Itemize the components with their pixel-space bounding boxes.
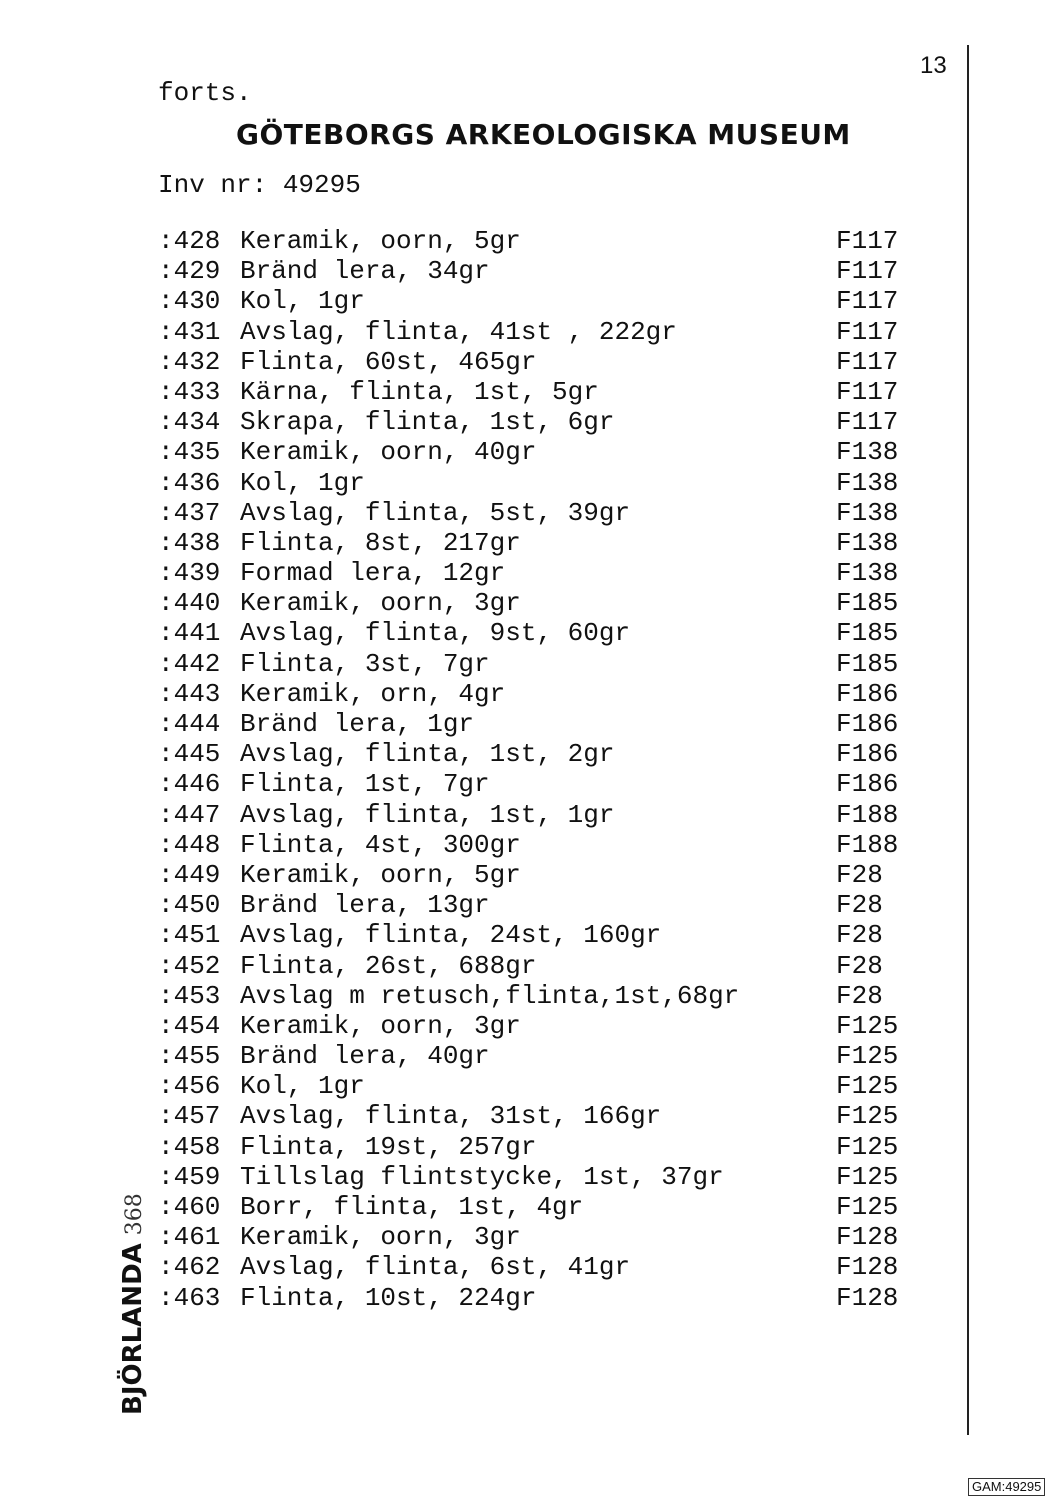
find-code: F117 bbox=[836, 346, 899, 377]
item-number: :460 bbox=[158, 1192, 221, 1222]
catalog-row bbox=[158, 347, 918, 377]
catalog-row bbox=[158, 649, 918, 679]
find-code: F138 bbox=[836, 437, 899, 468]
item-number: :433 bbox=[158, 376, 221, 407]
item-description: Keramik, oorn, 40gr bbox=[240, 437, 537, 468]
item-description: Bränd lera, 13gr bbox=[240, 890, 490, 921]
find-code: F125 bbox=[836, 1161, 899, 1192]
museum-heading: GÖTEBORGS ARKEOLOGISKA MUSEUM bbox=[236, 118, 851, 151]
item-description: Keramik, oorn, 5gr bbox=[240, 226, 521, 256]
item-number: :432 bbox=[158, 346, 221, 377]
item-number: :447 bbox=[158, 799, 221, 830]
page-number: 13 bbox=[920, 52, 947, 79]
item-number: :453 bbox=[158, 980, 221, 1011]
item-number: :458 bbox=[158, 1131, 221, 1162]
catalog-row bbox=[158, 528, 918, 558]
catalog-row bbox=[158, 558, 918, 588]
catalog-row bbox=[158, 317, 918, 347]
item-number: :445 bbox=[158, 739, 221, 770]
item-description: Flinta, 60st, 465gr bbox=[240, 346, 537, 377]
item-number: :442 bbox=[158, 648, 221, 679]
item-description: Flinta, 4st, 300gr bbox=[240, 829, 521, 860]
catalog-row bbox=[158, 1132, 918, 1162]
find-code: F186 bbox=[836, 678, 899, 709]
catalog-row bbox=[158, 618, 918, 648]
item-description: Keramik, orn, 4gr bbox=[240, 678, 506, 709]
find-code: F117 bbox=[836, 376, 899, 407]
find-code: F128 bbox=[836, 1222, 899, 1253]
find-code: F186 bbox=[836, 739, 899, 770]
find-code: F125 bbox=[836, 1010, 899, 1041]
catalog-row bbox=[158, 1283, 918, 1313]
item-description: Avslag, flinta, 5st, 39gr bbox=[240, 497, 631, 528]
item-number: :429 bbox=[158, 256, 221, 287]
catalog-row bbox=[158, 981, 918, 1011]
item-description: Flinta, 10st, 224gr bbox=[240, 1282, 537, 1313]
item-description: Bränd lera, 40gr bbox=[240, 1041, 490, 1072]
find-code: F138 bbox=[836, 467, 899, 498]
find-code: F185 bbox=[836, 618, 899, 649]
item-description: Avslag, flinta, 6st, 41gr bbox=[240, 1252, 631, 1283]
catalog-row bbox=[158, 1222, 918, 1252]
item-number: :430 bbox=[158, 286, 221, 317]
catalog-row bbox=[158, 377, 918, 407]
item-description: Keramik, oorn, 3gr bbox=[240, 1010, 521, 1041]
item-number: :446 bbox=[158, 769, 221, 800]
catalog-row bbox=[158, 1192, 918, 1222]
find-code: F138 bbox=[836, 497, 899, 528]
find-code: F28 bbox=[836, 980, 883, 1011]
catalog-row bbox=[158, 1101, 918, 1131]
catalog-row bbox=[158, 769, 918, 799]
find-code: F125 bbox=[836, 1071, 899, 1102]
item-number: :438 bbox=[158, 527, 221, 558]
find-code: F28 bbox=[836, 920, 883, 951]
find-code: F128 bbox=[836, 1252, 899, 1283]
find-code: F117 bbox=[836, 226, 899, 256]
item-description: Keramik, oorn, 3gr bbox=[240, 588, 521, 619]
item-number: :450 bbox=[158, 890, 221, 921]
margin-line bbox=[967, 45, 969, 1435]
catalog-row bbox=[158, 226, 918, 256]
catalog-row bbox=[158, 739, 918, 769]
inventory-number: Inv nr: 49295 bbox=[158, 170, 361, 200]
item-description: Flinta, 26st, 688gr bbox=[240, 950, 537, 981]
item-number: :437 bbox=[158, 497, 221, 528]
catalog-row bbox=[158, 951, 918, 981]
catalog-row bbox=[158, 830, 918, 860]
item-description: Kol, 1gr bbox=[240, 467, 365, 498]
item-description: Kol, 1gr bbox=[240, 1071, 365, 1102]
catalog-row bbox=[158, 1162, 918, 1192]
continued-label: forts. bbox=[158, 78, 252, 108]
find-code: F125 bbox=[836, 1131, 899, 1162]
item-description: Bränd lera, 1gr bbox=[240, 709, 475, 739]
item-description: Kol, 1gr bbox=[240, 286, 365, 317]
find-code: F28 bbox=[836, 859, 883, 890]
item-description: Keramik, oorn, 5gr bbox=[240, 859, 521, 890]
item-description: Avslag, flinta, 41st , 222gr bbox=[240, 316, 677, 347]
catalog-row bbox=[158, 437, 918, 467]
catalog-row bbox=[158, 860, 918, 890]
catalog-row bbox=[158, 468, 918, 498]
item-number: :436 bbox=[158, 467, 221, 498]
item-description: Kärna, flinta, 1st, 5gr bbox=[240, 376, 599, 407]
site-number: 368 bbox=[122, 1193, 147, 1236]
find-code: F138 bbox=[836, 558, 899, 589]
catalog-row bbox=[158, 256, 918, 286]
find-code: F28 bbox=[836, 950, 883, 981]
item-number: :448 bbox=[158, 829, 221, 860]
item-description: Flinta, 8st, 217gr bbox=[240, 527, 521, 558]
site-label bbox=[118, 1193, 148, 1415]
item-number: :459 bbox=[158, 1161, 221, 1192]
catalog-row bbox=[158, 1011, 918, 1041]
catalog-row bbox=[158, 800, 918, 830]
item-number: :457 bbox=[158, 1101, 221, 1132]
catalog-row bbox=[158, 407, 918, 437]
item-description: Borr, flinta, 1st, 4gr bbox=[240, 1192, 584, 1222]
find-code: F188 bbox=[836, 829, 899, 860]
item-number: :439 bbox=[158, 558, 221, 589]
find-code: F128 bbox=[836, 1282, 899, 1313]
catalog-row bbox=[158, 679, 918, 709]
item-description: Skrapa, flinta, 1st, 6gr bbox=[240, 407, 615, 438]
item-description: Avslag, flinta, 1st, 1gr bbox=[240, 799, 615, 830]
item-number: :444 bbox=[158, 709, 221, 739]
site-name: BJÖRLANDA bbox=[118, 1243, 148, 1415]
catalog-row bbox=[158, 920, 918, 950]
item-description: Flinta, 19st, 257gr bbox=[240, 1131, 537, 1162]
catalog-list bbox=[158, 226, 918, 1313]
find-code: F125 bbox=[836, 1192, 899, 1222]
find-code: F125 bbox=[836, 1101, 899, 1132]
item-number: :454 bbox=[158, 1010, 221, 1041]
catalog-row bbox=[158, 498, 918, 528]
item-description: Avslag, flinta, 24st, 160gr bbox=[240, 920, 662, 951]
catalog-row bbox=[158, 709, 918, 739]
item-number: :455 bbox=[158, 1041, 221, 1072]
archive-code: GAM:49295 bbox=[968, 1478, 1045, 1496]
item-number: :449 bbox=[158, 859, 221, 890]
item-number: :434 bbox=[158, 407, 221, 438]
find-code: F188 bbox=[836, 799, 899, 830]
catalog-row bbox=[158, 890, 918, 920]
item-number: :456 bbox=[158, 1071, 221, 1102]
item-description: Flinta, 1st, 7gr bbox=[240, 769, 490, 800]
item-number: :443 bbox=[158, 678, 221, 709]
find-code: F117 bbox=[836, 256, 899, 287]
item-number: :451 bbox=[158, 920, 221, 951]
catalog-row bbox=[158, 1252, 918, 1282]
item-description: Flinta, 3st, 7gr bbox=[240, 648, 490, 679]
item-description: Avslag, flinta, 9st, 60gr bbox=[240, 618, 631, 649]
item-number: :461 bbox=[158, 1222, 221, 1253]
catalog-row bbox=[158, 286, 918, 316]
find-code: F185 bbox=[836, 648, 899, 679]
item-number: :463 bbox=[158, 1282, 221, 1313]
find-code: F28 bbox=[836, 890, 883, 921]
catalog-row bbox=[158, 588, 918, 618]
item-number: :435 bbox=[158, 437, 221, 468]
item-number: :431 bbox=[158, 316, 221, 347]
item-number: :428 bbox=[158, 226, 221, 256]
item-description: Bränd lera, 34gr bbox=[240, 256, 490, 287]
find-code: F117 bbox=[836, 286, 899, 317]
item-description: Tillslag flintstycke, 1st, 37gr bbox=[240, 1161, 724, 1192]
find-code: F186 bbox=[836, 709, 899, 739]
find-code: F125 bbox=[836, 1041, 899, 1072]
item-description: Keramik, oorn, 3gr bbox=[240, 1222, 521, 1253]
find-code: F185 bbox=[836, 588, 899, 619]
catalog-row bbox=[158, 1071, 918, 1101]
item-description: Avslag, flinta, 1st, 2gr bbox=[240, 739, 615, 770]
item-description: Formad lera, 12gr bbox=[240, 558, 506, 589]
catalog-row bbox=[158, 1041, 918, 1071]
find-code: F138 bbox=[836, 527, 899, 558]
find-code: F186 bbox=[836, 769, 899, 800]
item-number: :452 bbox=[158, 950, 221, 981]
item-number: :462 bbox=[158, 1252, 221, 1283]
find-code: F117 bbox=[836, 407, 899, 438]
item-number: :440 bbox=[158, 588, 221, 619]
item-description: Avslag, flinta, 31st, 166gr bbox=[240, 1101, 662, 1132]
find-code: F117 bbox=[836, 316, 899, 347]
item-description: Avslag m retusch,flinta,1st,68gr bbox=[240, 980, 740, 1011]
item-number: :441 bbox=[158, 618, 221, 649]
